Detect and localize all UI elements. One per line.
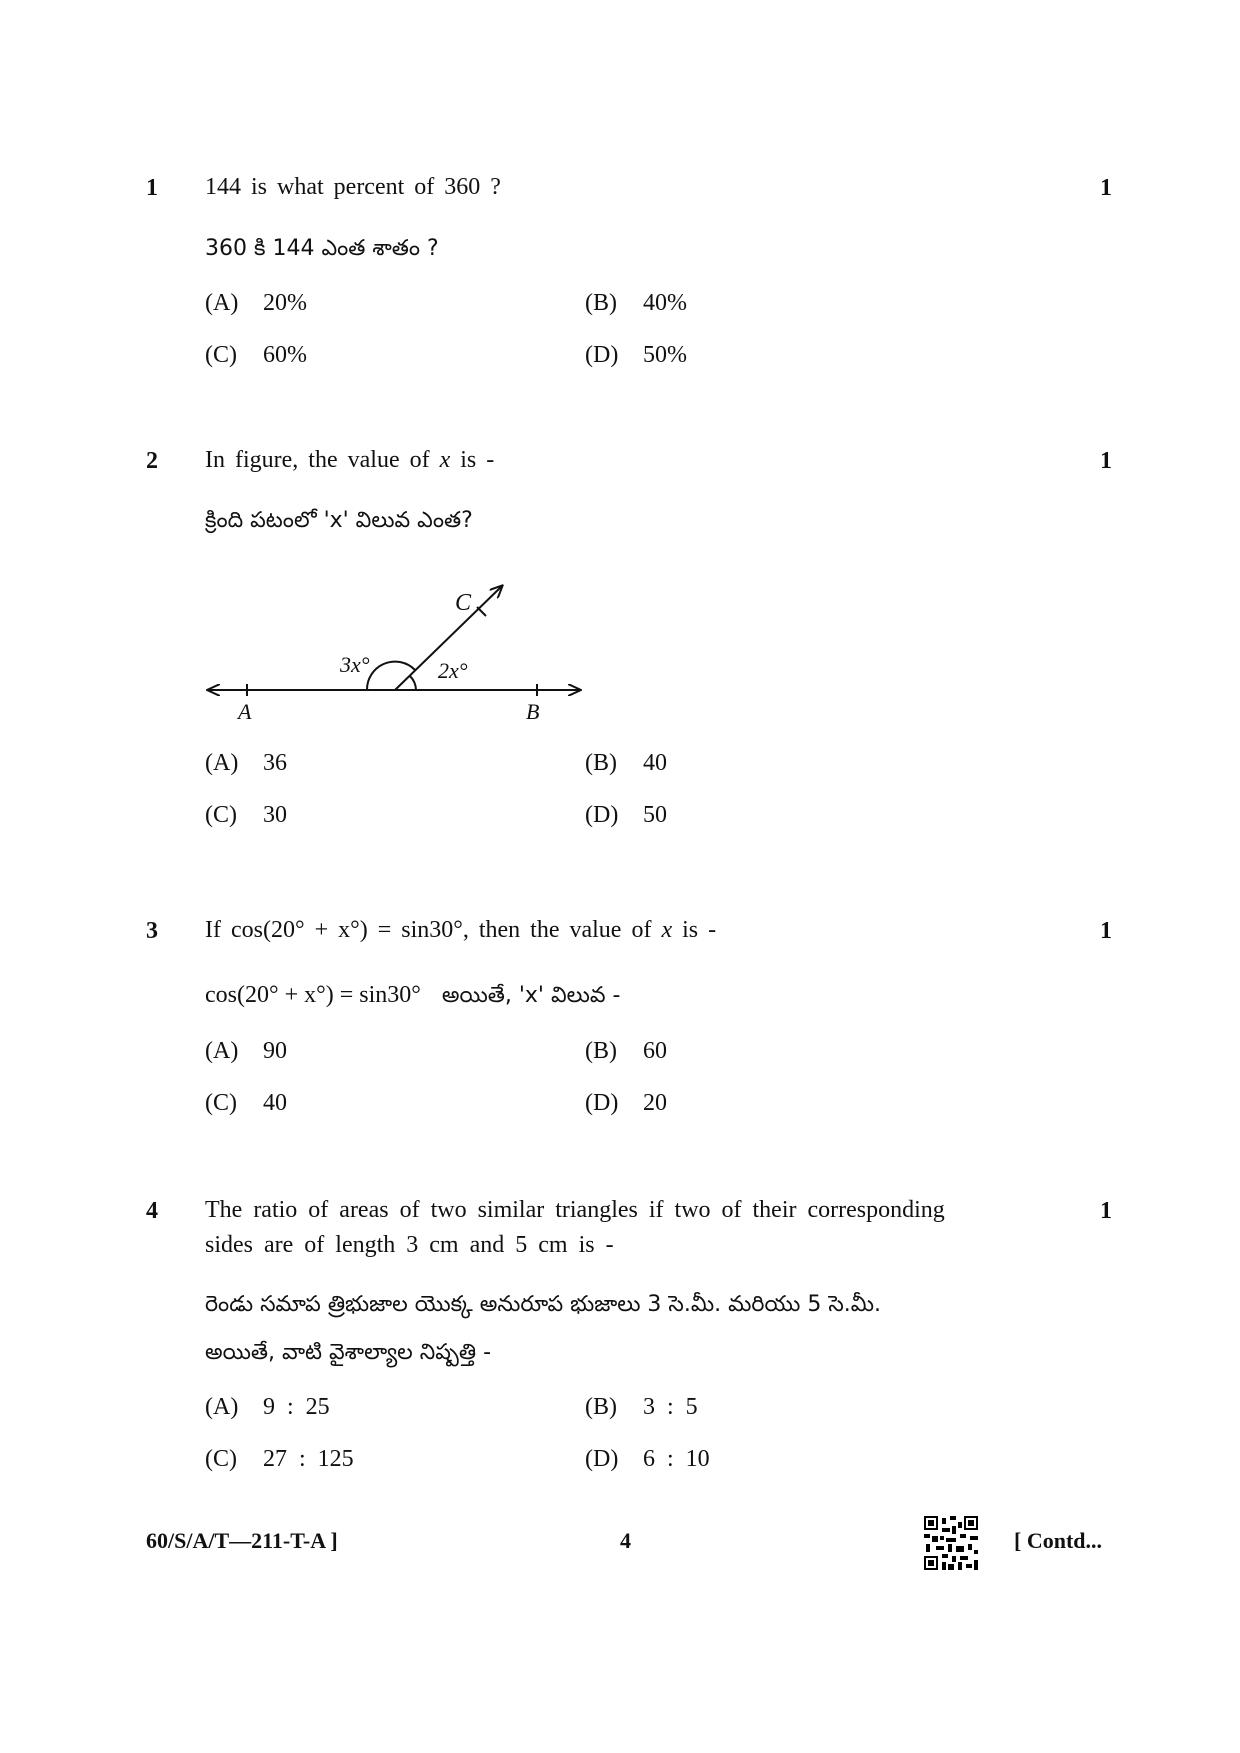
- question-3-telugu-equation: cos(20° + x°) = sin30°: [205, 982, 421, 1008]
- question-2-text: In figure, the value of x is -: [205, 447, 495, 473]
- question-3-text: If cos(20° + x°) = sin30°, then the value of x is -: [205, 917, 717, 943]
- question-4-option-a[interactable]: (A) 9 : 25: [205, 1394, 330, 1420]
- question-1-number: 1: [146, 175, 158, 201]
- question-3-option-c[interactable]: (C) 40: [205, 1090, 287, 1116]
- question-1-option-d[interactable]: (D) 50%: [585, 342, 687, 368]
- question-3-option-d[interactable]: (D) 20: [585, 1090, 667, 1116]
- question-2-number: 2: [146, 448, 158, 474]
- question-4-marks: 1: [1100, 1198, 1112, 1224]
- question-2-option-d[interactable]: (D) 50: [585, 802, 667, 828]
- question-1-option-a[interactable]: (A) 20%: [205, 290, 307, 316]
- label-a: A: [238, 699, 252, 724]
- arc-3x: [367, 662, 415, 690]
- question-3-option-a[interactable]: (A) 90: [205, 1038, 287, 1064]
- question-2-telugu: క్రింది పటంలో 'x' విలువ ఎంత?: [205, 508, 473, 533]
- continued-label: [ Contd...: [1014, 1528, 1103, 1553]
- question-2-option-a[interactable]: (A) 36: [205, 750, 287, 776]
- tick-c: [477, 607, 486, 616]
- question-1-text: 144 is what percent of 360 ?: [205, 174, 501, 200]
- question-4-text: The ratio of areas of two similar triangles if two of their corresponding sides are of length 3 cm and 5 cm is -: [205, 1197, 945, 1258]
- page-number: 4: [620, 1528, 631, 1553]
- question-4-option-d[interactable]: (D) 6 : 10: [585, 1446, 710, 1472]
- arc-2x: [410, 676, 416, 690]
- angle-label-2x: 2x°: [438, 658, 468, 683]
- question-1-option-b[interactable]: (B) 40%: [585, 290, 687, 316]
- question-2-marks: 1: [1100, 448, 1112, 474]
- question-4-option-b[interactable]: (B) 3 : 5: [585, 1394, 698, 1420]
- question-4-option-c[interactable]: (C) 27 : 125: [205, 1446, 354, 1472]
- question-4-telugu-line2: అయితే, వాటి వైశాల్యాల నిష్పత్తి -: [205, 1340, 492, 1365]
- question-1-option-c[interactable]: (C) 60%: [205, 342, 307, 368]
- question-3-equation: cos(20° + x°) = sin30°: [230, 917, 463, 943]
- question-2-option-b[interactable]: (B) 40: [585, 750, 667, 776]
- question-3-marks: 1: [1100, 918, 1112, 944]
- angle-label-3x: 3x°: [340, 652, 370, 677]
- question-2-option-c[interactable]: (C) 30: [205, 802, 287, 828]
- question-3-telugu: cos(20° + x°) = sin30° అయితే, 'x' విలువ -: [205, 982, 621, 1008]
- question-4-number: 4: [146, 1198, 158, 1224]
- label-c: C: [455, 590, 472, 616]
- paper-code: 60/S/A/T—211-T-A ]: [146, 1528, 338, 1553]
- question-1-marks: 1: [1100, 175, 1112, 201]
- label-b: B: [526, 699, 540, 724]
- question-1-telugu: 360 కి 144 ఎంత శాతం ?: [205, 236, 439, 261]
- question-3-option-b[interactable]: (B) 60: [585, 1038, 667, 1064]
- angle-figure: [200, 575, 600, 735]
- question-4-telugu-line1: రెండు సమాప త్రిభుజాల యొక్క అనురూప భుజాలు 3 సె.మీ. మరియు 5 సె.మీ.: [205, 1292, 882, 1317]
- question-3-number: 3: [146, 918, 158, 944]
- qr-code-icon: [924, 1516, 978, 1570]
